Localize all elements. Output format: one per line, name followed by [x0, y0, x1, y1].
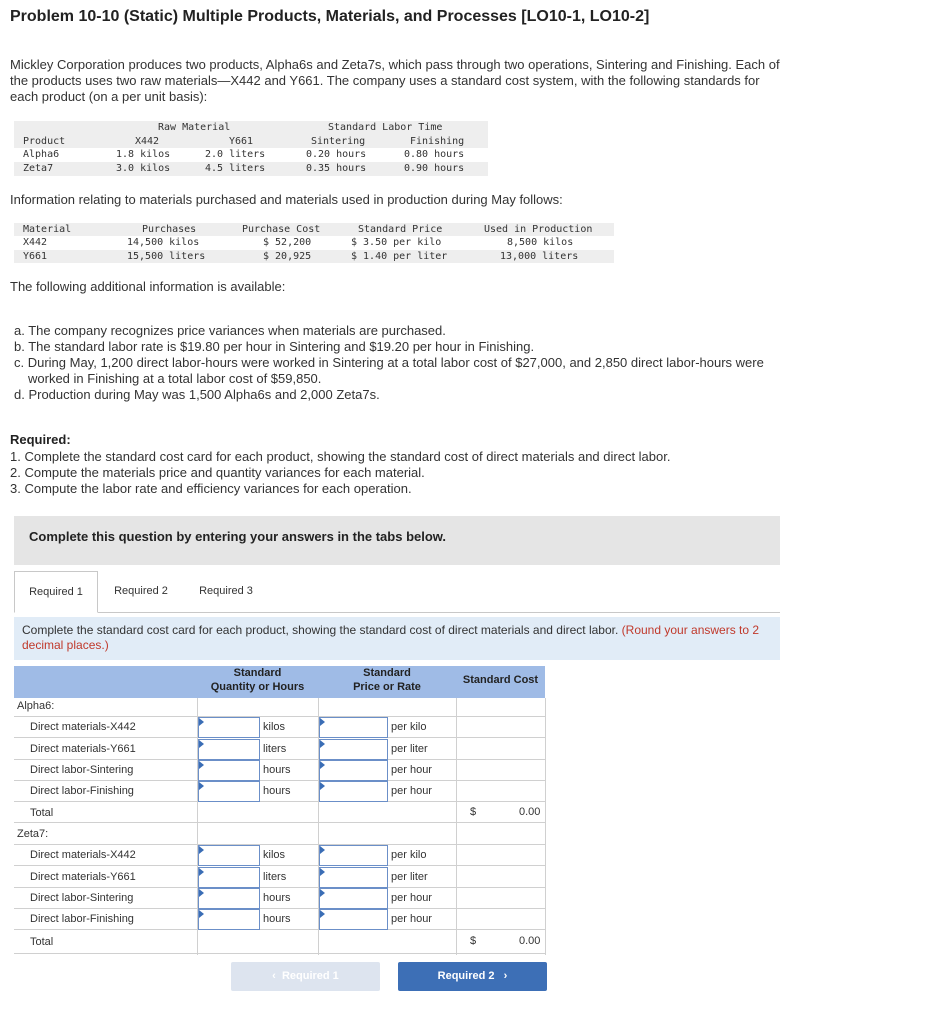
total-label: Total — [30, 936, 54, 948]
info-item: b. The standard labor rate is $19.80 per hour in Sintering and $19.20 per hour in Finishing. — [14, 339, 535, 354]
instructions-banner: Complete this question by entering your answers in the tabs below. — [14, 516, 780, 565]
cell: 14,500 kilos — [127, 237, 200, 248]
next-button-label: Required 2 — [437, 970, 495, 982]
price-input[interactable] — [319, 909, 388, 930]
total-currency: $ — [470, 806, 477, 818]
qty-unit: hours — [263, 913, 291, 925]
price-input[interactable] — [319, 717, 388, 738]
problem-title: Problem 10-10 (Static) Multiple Products, Materials, and Processes [LO10-1, LO10-2] — [10, 8, 650, 25]
table-row — [14, 867, 545, 888]
input-marker-icon — [320, 910, 325, 918]
qty-input[interactable] — [198, 739, 260, 760]
product-name: Alpha6: — [17, 700, 55, 712]
materials-table — [14, 223, 614, 265]
tab-required-2[interactable]: Required 2 — [114, 585, 168, 597]
cell: 15,500 liters — [127, 251, 206, 262]
qty-input[interactable] — [198, 717, 260, 738]
col-header: Purchase Cost — [242, 224, 321, 235]
qty-input[interactable] — [198, 867, 260, 888]
labor-time-group: Standard Labor Time — [328, 122, 443, 133]
info-item: d. Production during May was 1,500 Alpha6s and 2,000 Zeta7s. — [14, 387, 380, 402]
input-marker-icon — [199, 846, 204, 854]
qty-unit: kilos — [263, 849, 286, 861]
row-label: Direct labor-Sintering — [30, 764, 134, 776]
additional-info-list — [14, 323, 874, 403]
header-qty-line1: Standard — [233, 667, 282, 679]
intro-line: each product (on a per unit basis): — [10, 89, 208, 104]
price-unit: per hour — [391, 913, 432, 925]
price-unit: per kilo — [391, 721, 427, 733]
cell: 3.0 kilos — [116, 163, 171, 174]
col-header: Y661 — [229, 136, 254, 147]
materials-info-line: Information relating to materials purchased and materials used in production during May follows: — [10, 192, 563, 207]
row-label: Direct materials-Y661 — [30, 871, 136, 883]
row-label: Direct materials-Y661 — [30, 743, 136, 755]
cell: Zeta7 — [23, 163, 54, 174]
header-cost: Standard Cost — [456, 666, 545, 698]
input-marker-icon — [320, 846, 325, 854]
row-label: Direct labor-Sintering — [30, 892, 134, 904]
required-item: 1. Complete the standard cost card for each product, showing the standard cost of direct materials and direct labor. — [10, 449, 671, 464]
input-marker-icon — [199, 761, 204, 769]
cell: 2.0 liters — [205, 149, 266, 160]
price-input[interactable] — [319, 739, 388, 760]
input-marker-icon — [199, 868, 204, 876]
input-marker-icon — [320, 868, 325, 876]
tab-divider — [14, 612, 780, 613]
cell: 0.90 hours — [404, 163, 465, 174]
header-price — [318, 666, 456, 698]
header-qty-line2: Quantity or Hours — [210, 681, 305, 693]
row-label: Direct labor-Finishing — [30, 785, 134, 797]
cell: 1.8 kilos — [116, 149, 171, 160]
info-item: c. During May, 1,200 direct labor-hours were worked in Sintering at a total labor cost of $27,000, and 2,850 direct labor-hours were — [14, 355, 764, 370]
qty-input[interactable] — [198, 760, 260, 781]
col-header: Purchases — [142, 224, 197, 235]
total-row — [14, 930, 545, 954]
header-price-line1: Standard — [363, 667, 411, 679]
qty-input[interactable] — [198, 845, 260, 866]
tab-required-3[interactable]: Required 3 — [199, 585, 253, 597]
header-qty — [197, 666, 318, 698]
input-marker-icon — [320, 718, 325, 726]
rounding-note: (Round your answers to 2 decimal places.) — [22, 623, 760, 652]
col-header: Sintering — [311, 136, 366, 147]
qty-input[interactable] — [198, 781, 260, 802]
tab-instruction — [14, 617, 780, 660]
standards-table — [14, 121, 488, 177]
instruction-text: Complete the standard cost card for each product, showing the standard cost of direct materials and direct labor. — [22, 623, 619, 637]
required-list — [10, 449, 670, 497]
total-value: 0.00 — [519, 806, 541, 818]
price-unit: per hour — [391, 892, 432, 904]
cell: 4.5 liters — [205, 163, 266, 174]
prev-button-label: Required 1 — [281, 970, 339, 982]
prev-required-button[interactable] — [231, 962, 380, 991]
required-heading: Required: — [10, 432, 71, 447]
price-input[interactable] — [319, 781, 388, 802]
required-item: 3. Compute the labor rate and efficiency variances for each operation. — [10, 481, 412, 496]
row-label: Direct materials-X442 — [30, 849, 136, 861]
info-item: worked in Finishing at a total labor cost of $59,850. — [28, 371, 322, 386]
col-header: Material — [23, 224, 72, 235]
price-unit: per liter — [391, 871, 428, 883]
input-marker-icon — [320, 740, 325, 748]
input-marker-icon — [199, 740, 204, 748]
header-label-col — [14, 666, 197, 698]
header-price-line2: Price or Rate — [353, 681, 421, 693]
row-label: Direct labor-Finishing — [30, 913, 134, 925]
additional-info-line: The following additional information is available: — [10, 279, 286, 294]
input-marker-icon — [199, 718, 204, 726]
input-marker-icon — [199, 782, 204, 790]
cell: 0.20 hours — [306, 149, 367, 160]
table-row — [14, 739, 545, 760]
price-input[interactable] — [319, 867, 388, 888]
total-value: 0.00 — [519, 935, 541, 947]
cell: $ 3.50 per kilo — [351, 237, 442, 248]
qty-unit: hours — [263, 785, 291, 797]
required-item: 2. Compute the materials price and quantity variances for each material. — [10, 465, 425, 480]
intro-line: Mickley Corporation produces two products, Alpha6s and Zeta7s, which pass through two operations, Sintering and Finishing. Each of — [10, 57, 780, 72]
cell: X442 — [23, 237, 48, 248]
row-label: Direct materials-X442 — [30, 721, 136, 733]
intro-paragraph — [10, 57, 870, 105]
qty-unit: liters — [263, 743, 287, 755]
total-label: Total — [30, 807, 54, 819]
product-row — [14, 823, 545, 845]
qty-input[interactable] — [198, 909, 260, 930]
chevron-left-icon: ‹ — [272, 970, 282, 982]
chevron-right-icon: › — [494, 970, 508, 982]
total-currency: $ — [470, 935, 477, 947]
raw-material-group: Raw Material — [158, 122, 231, 133]
input-marker-icon — [320, 761, 325, 769]
price-unit: per hour — [391, 764, 432, 776]
qty-unit: hours — [263, 892, 291, 904]
product-row — [14, 697, 545, 717]
qty-unit: liters — [263, 871, 287, 883]
input-marker-icon — [320, 782, 325, 790]
price-unit: per liter — [391, 743, 428, 755]
table-row — [14, 760, 545, 781]
cell: 13,000 liters — [500, 251, 579, 262]
qty-input[interactable] — [198, 888, 260, 909]
cell: $ 1.40 per liter — [351, 251, 448, 262]
cell: Alpha6 — [23, 149, 60, 160]
cell: 0.35 hours — [306, 163, 367, 174]
col-header: Product — [23, 136, 66, 147]
input-marker-icon — [320, 889, 325, 897]
table-row — [14, 888, 545, 909]
input-marker-icon — [199, 910, 204, 918]
tab-required-1[interactable]: Required 1 — [14, 571, 98, 613]
price-unit: per hour — [391, 785, 432, 797]
total-row — [14, 802, 545, 823]
col-header: Standard Price — [358, 224, 443, 235]
input-marker-icon — [199, 889, 204, 897]
price-unit: per kilo — [391, 849, 427, 861]
cell: $ 52,200 — [263, 237, 312, 248]
cell: Y661 — [23, 251, 48, 262]
product-name: Zeta7: — [17, 828, 49, 840]
col-header: Finishing — [410, 136, 465, 147]
cell: 8,500 kilos — [507, 237, 574, 248]
intro-line: the products uses two raw materials—X442 and Y661. The company uses a standard cost system, with the following standards for — [10, 73, 760, 88]
qty-unit: hours — [263, 764, 291, 776]
table-row — [14, 845, 545, 866]
next-required-button[interactable] — [398, 962, 547, 991]
cell: 0.80 hours — [404, 149, 465, 160]
price-input[interactable] — [319, 760, 388, 781]
grid-line — [545, 698, 546, 955]
price-input[interactable] — [319, 888, 388, 909]
table-row — [14, 909, 545, 930]
info-item: a. The company recognizes price variances when materials are purchased. — [14, 323, 446, 338]
table-row — [14, 781, 545, 802]
price-input[interactable] — [319, 845, 388, 866]
cell: $ 20,925 — [263, 251, 312, 262]
col-header: Used in Production — [484, 224, 593, 235]
qty-unit: kilos — [263, 721, 286, 733]
table-row — [14, 717, 545, 738]
col-header: X442 — [135, 136, 160, 147]
